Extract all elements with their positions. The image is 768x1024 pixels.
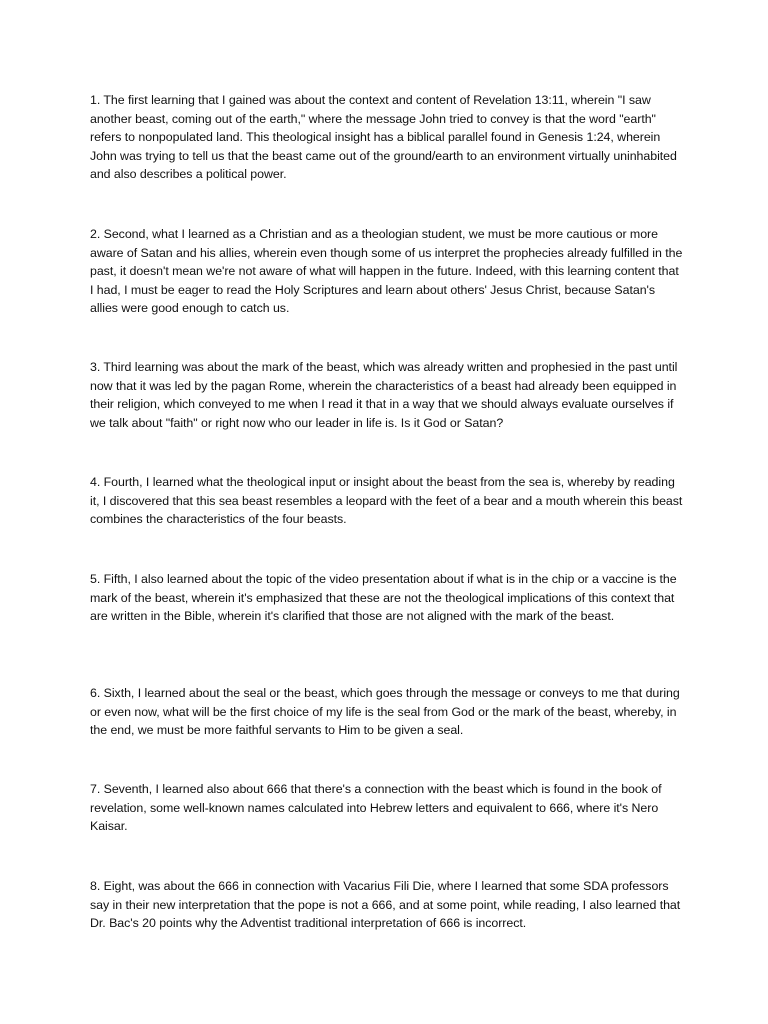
paragraph-8: 8. Eight, was about the 666 in connection with Vacarius Fili Die, where I learned that some SDA professors say in their new interpretation that the pope is not a 666, and at some point, while reading, I also learned that Dr. Bac's 20 points why the Adventist traditional interpretation of 666 is incorrect. — [90, 879, 681, 931]
paragraph-1: 1. The first learning that I gained was about the context and content of Revelation 13:11, wherein "I saw another beast, coming out of the earth," where the message John tried to convey is that the word "earth" refers to nonpopulated land. This theological insight has a biblical parallel found in Genesis 1:24, wherein John was trying to tell us that the beast came out of the ground/earth to an environment virtually uninhabited and also describes a political power. — [90, 93, 677, 182]
paragraph-4: 4. Fourth, I learned what the theological input or insight about the beast from the sea is, whereby by reading it, I discovered that this sea beast resembles a leopard with the feet of a bear and a mouth wherein this beast combines the characteristics of the four beasts. — [90, 475, 683, 527]
paragraph-5: 5. Fifth, I also learned about the topic of the video presentation about if what is in the chip or a vaccine is the mark of the beast, wherein it's emphasized that these are not the theological implications of this context that are written in the Bible, wherein it's clarified that those are not aligned with the mark of the beast. — [90, 572, 677, 624]
paragraph-6: 6. Sixth, I learned about the seal or the beast, which goes through the message or conveys to me that during or even now, what will be the first choice of my life is the seal from God or the mark of the beast, whereby, in the end, we must be more faithful servants to Him to be given a seal. — [90, 686, 680, 738]
paragraph-7: 7. Seventh, I learned also about 666 that there's a connection with the beast which is found in the book of revelation, some well-known names calculated into Hebrew letters and equivalent to 666, where it's Nero Kaisar. — [90, 782, 662, 834]
paragraph-2: 2. Second, what I learned as a Christian and as a theologian student, we must be more cautious or more aware of Satan and his allies, wherein even though some of us interpret the prophecies already fulfilled in the past, it doesn't mean we're not aware of what will happen in the future. Indeed, with this learning content that I had, I must be eager to read the Holy Scriptures and learn about others' Jesus Christ, because Satan's allies were good enough to catch us. — [90, 227, 683, 316]
paragraph-3: 3. Third learning was about the mark of the beast, which was already written and prophesied in the past until now that it was led by the pagan Rome, wherein the characteristics of a beast had already been equipped in their religion, which conveyed to me when I read it that in a way that we should always evaluate ourselves if we talk about "faith" or right now who our leader in life is. Is it God or Satan? — [90, 360, 678, 430]
